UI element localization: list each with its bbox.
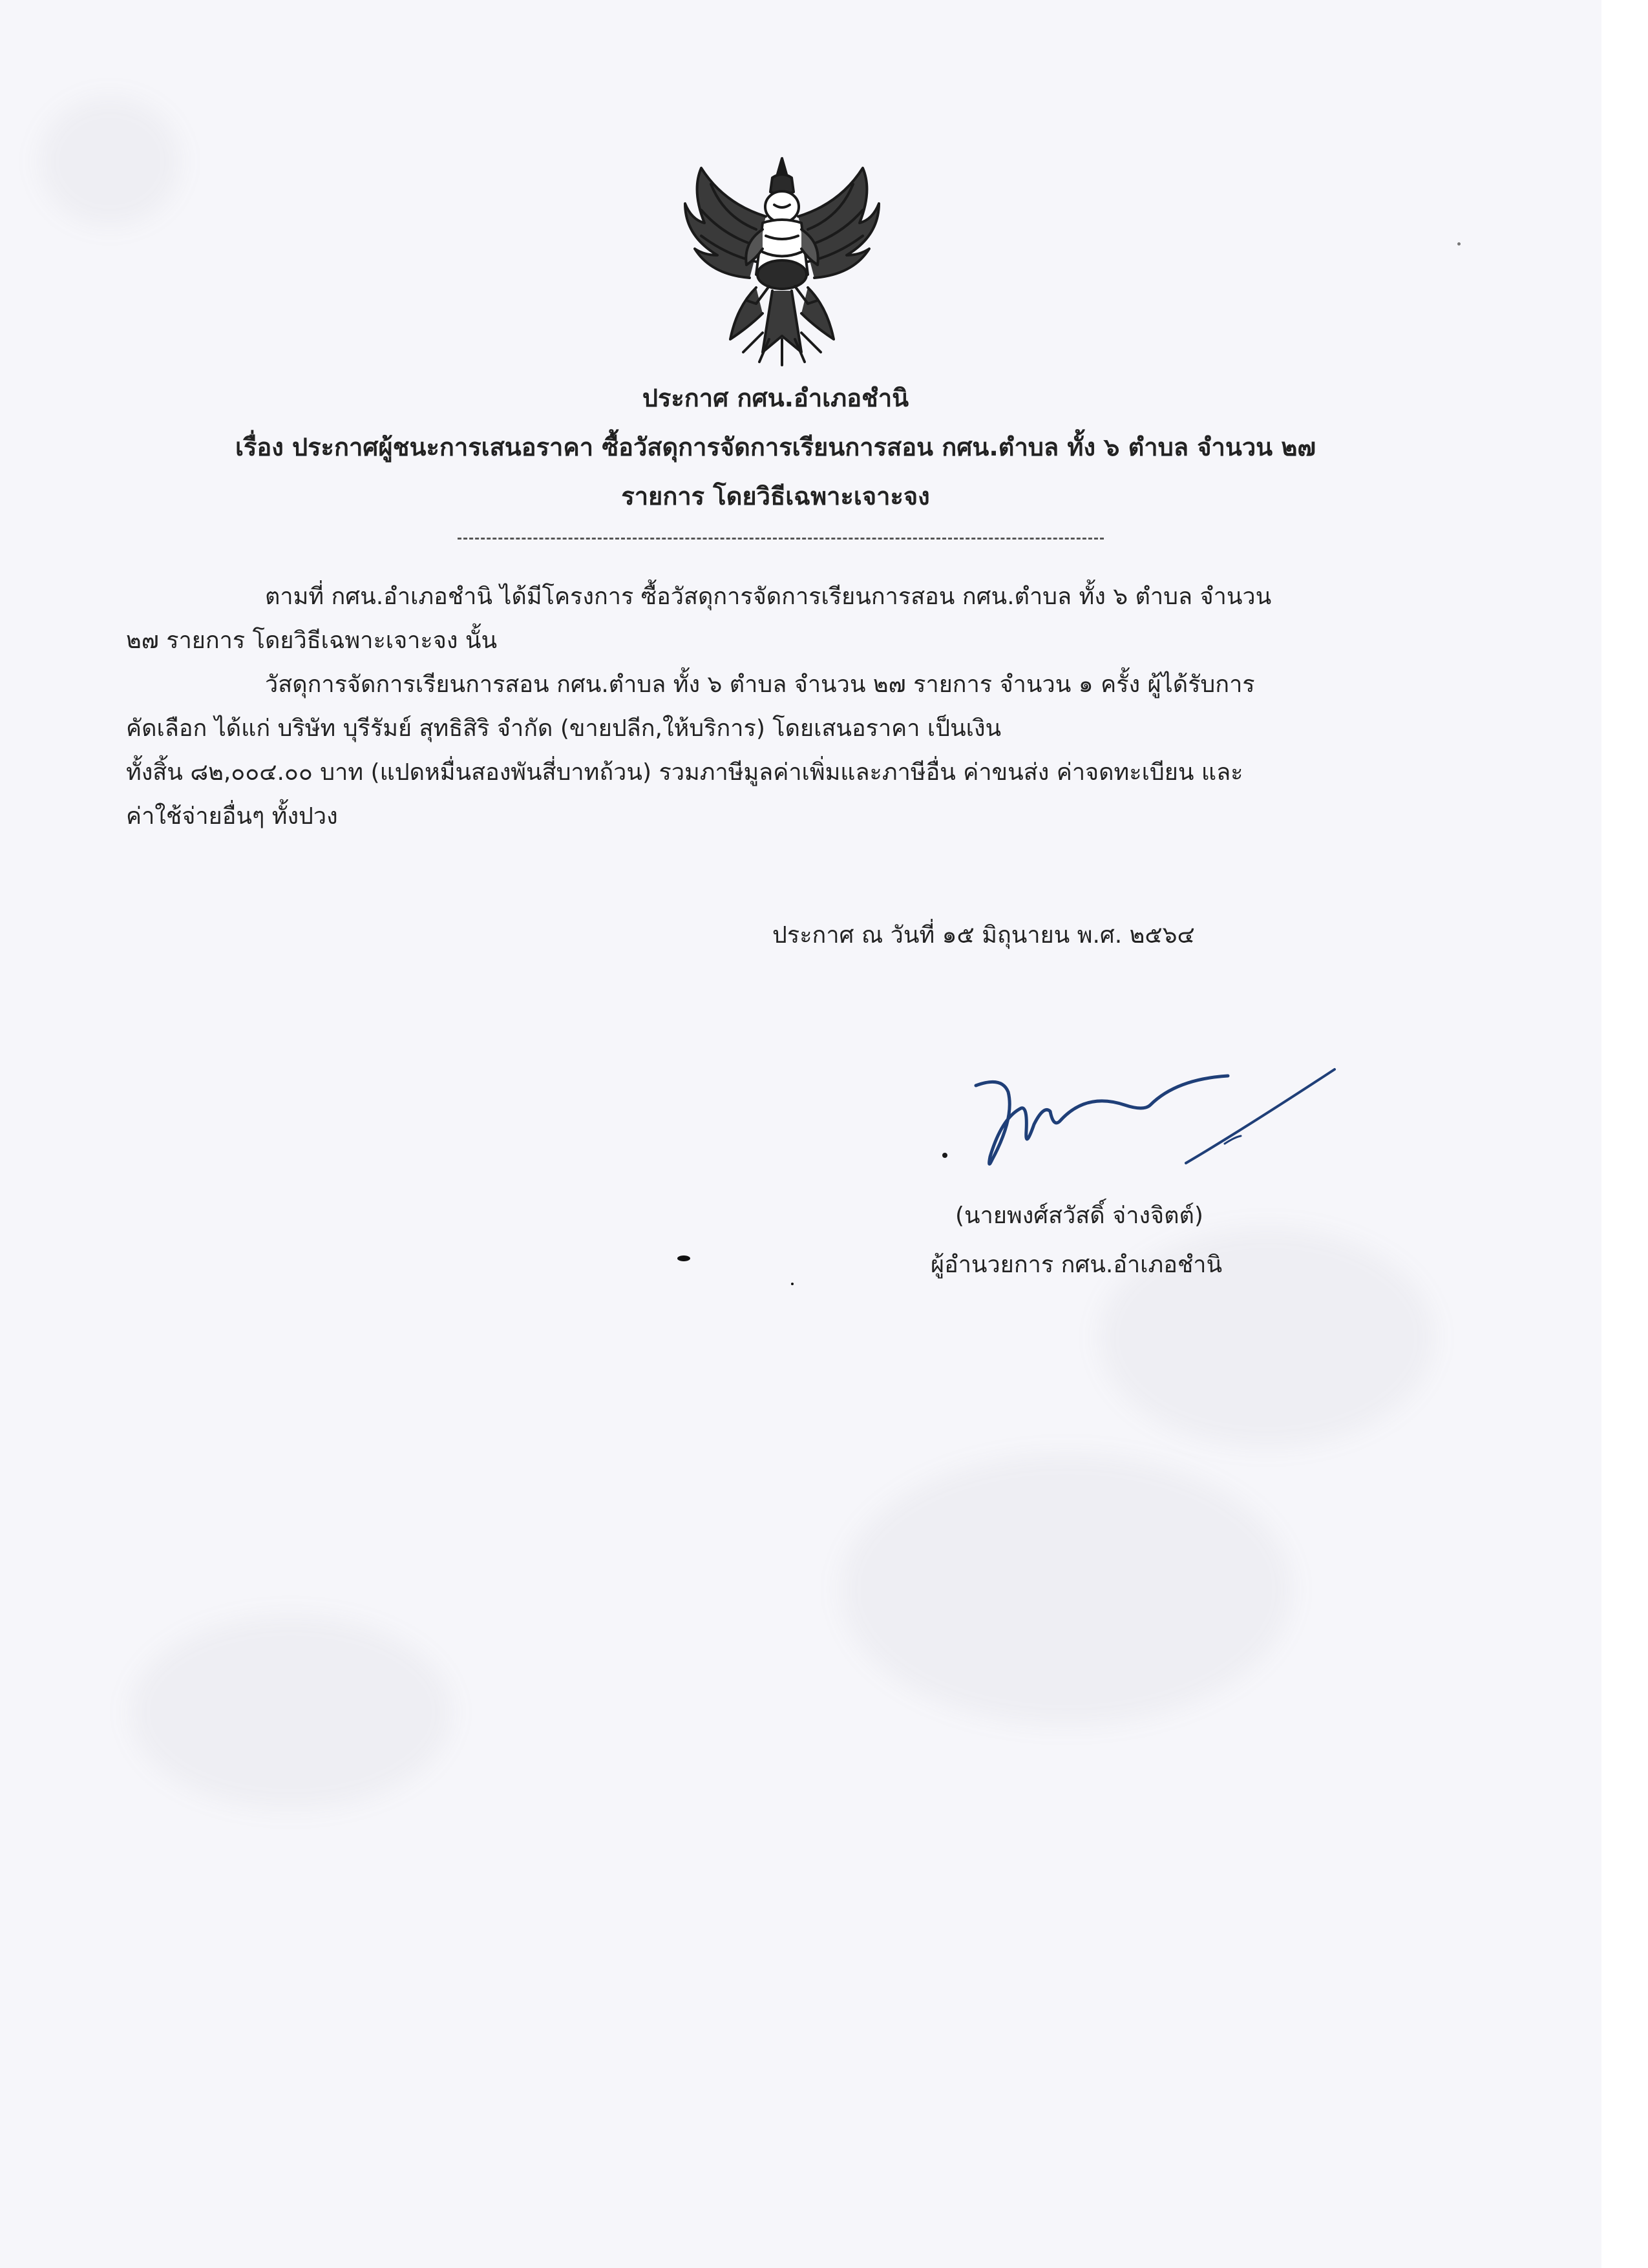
paragraph-line: วัสดุการจัดการเรียนการสอน กศน.ตำบล ทั้ง ๖ ตำบล จำนวน ๒๗ รายการ จำนวน ๑ ครั้ง ผู้ได้รับการ bbox=[265, 671, 1255, 698]
scan-smudge bbox=[39, 97, 181, 226]
announcement-title: ประกาศ กศน.อำเภอชำนิ bbox=[642, 384, 909, 412]
handwritten-signature-icon bbox=[931, 1047, 1344, 1195]
announcement-heading bbox=[129, 373, 1422, 521]
signer-name: (นายพงศ์สวัสดิ์ จ่างจิตต์) bbox=[955, 1202, 1203, 1229]
paragraph-line: ๒๗ รายการ โดยวิธีเฉพาะเจาะจง นั้น bbox=[126, 627, 498, 654]
announcement-date: ประกาศ ณ วันที่ ๑๕ มิถุนายน พ.ศ. ๒๕๖๔ bbox=[772, 922, 1195, 949]
paragraph-line: คัดเลือก ได้แก่ บริษัท บุรีรัมย์ สุทธิสิริ จำกัด (ขายปลีก,ให้บริการ) โดยเสนอราคา เป็นเงิน bbox=[126, 715, 1002, 742]
paragraph-line: ทั้งสิ้น ๘๒,๐๐๔.๐๐ บาท (แปดหมื่นสองพันสี่บาทถ้วน) รวมภาษีมูลค่าเพิ่มและภาษีอื่น ค่าขนส่ง ค่าจดทะเบียน และ bbox=[126, 759, 1243, 786]
signer-position: ผู้อำนวยการ กศน.อำเภอชำนิ bbox=[931, 1252, 1223, 1278]
garuda-emblem-icon bbox=[666, 145, 898, 378]
scan-speck bbox=[791, 1283, 794, 1285]
paragraph-2 bbox=[126, 663, 1431, 839]
paragraph-1 bbox=[126, 575, 1431, 663]
scan-speck bbox=[1457, 242, 1461, 246]
scan-speck bbox=[677, 1255, 690, 1261]
paragraph-line: ตามที่ กศน.อำเภอชำนิ ได้มีโครงการ ซื้อวัสดุการจัดการเรียนการสอน กศน.ตำบล ทั้ง ๖ ตำบล จำนวน bbox=[265, 583, 1272, 610]
dashed-divider bbox=[458, 538, 1104, 540]
subject-line-2: รายการ โดยวิธีเฉพาะเจาะจง bbox=[621, 482, 930, 510]
announcement-body bbox=[126, 575, 1431, 839]
scan-smudge bbox=[129, 1615, 452, 1809]
scan-smudge bbox=[840, 1454, 1293, 1725]
subject-line-1: เรื่อง ประกาศผู้ชนะการเสนอราคา ซื้อวัสดุการจัดการเรียนการสอน กศน.ตำบล ทั้ง ๖ ตำบล จำนวน ๒๗ bbox=[235, 433, 1316, 461]
paragraph-line: ค่าใช้จ่ายอื่นๆ ทั้งปวง bbox=[126, 803, 338, 830]
scan-edge bbox=[1601, 0, 1648, 2268]
